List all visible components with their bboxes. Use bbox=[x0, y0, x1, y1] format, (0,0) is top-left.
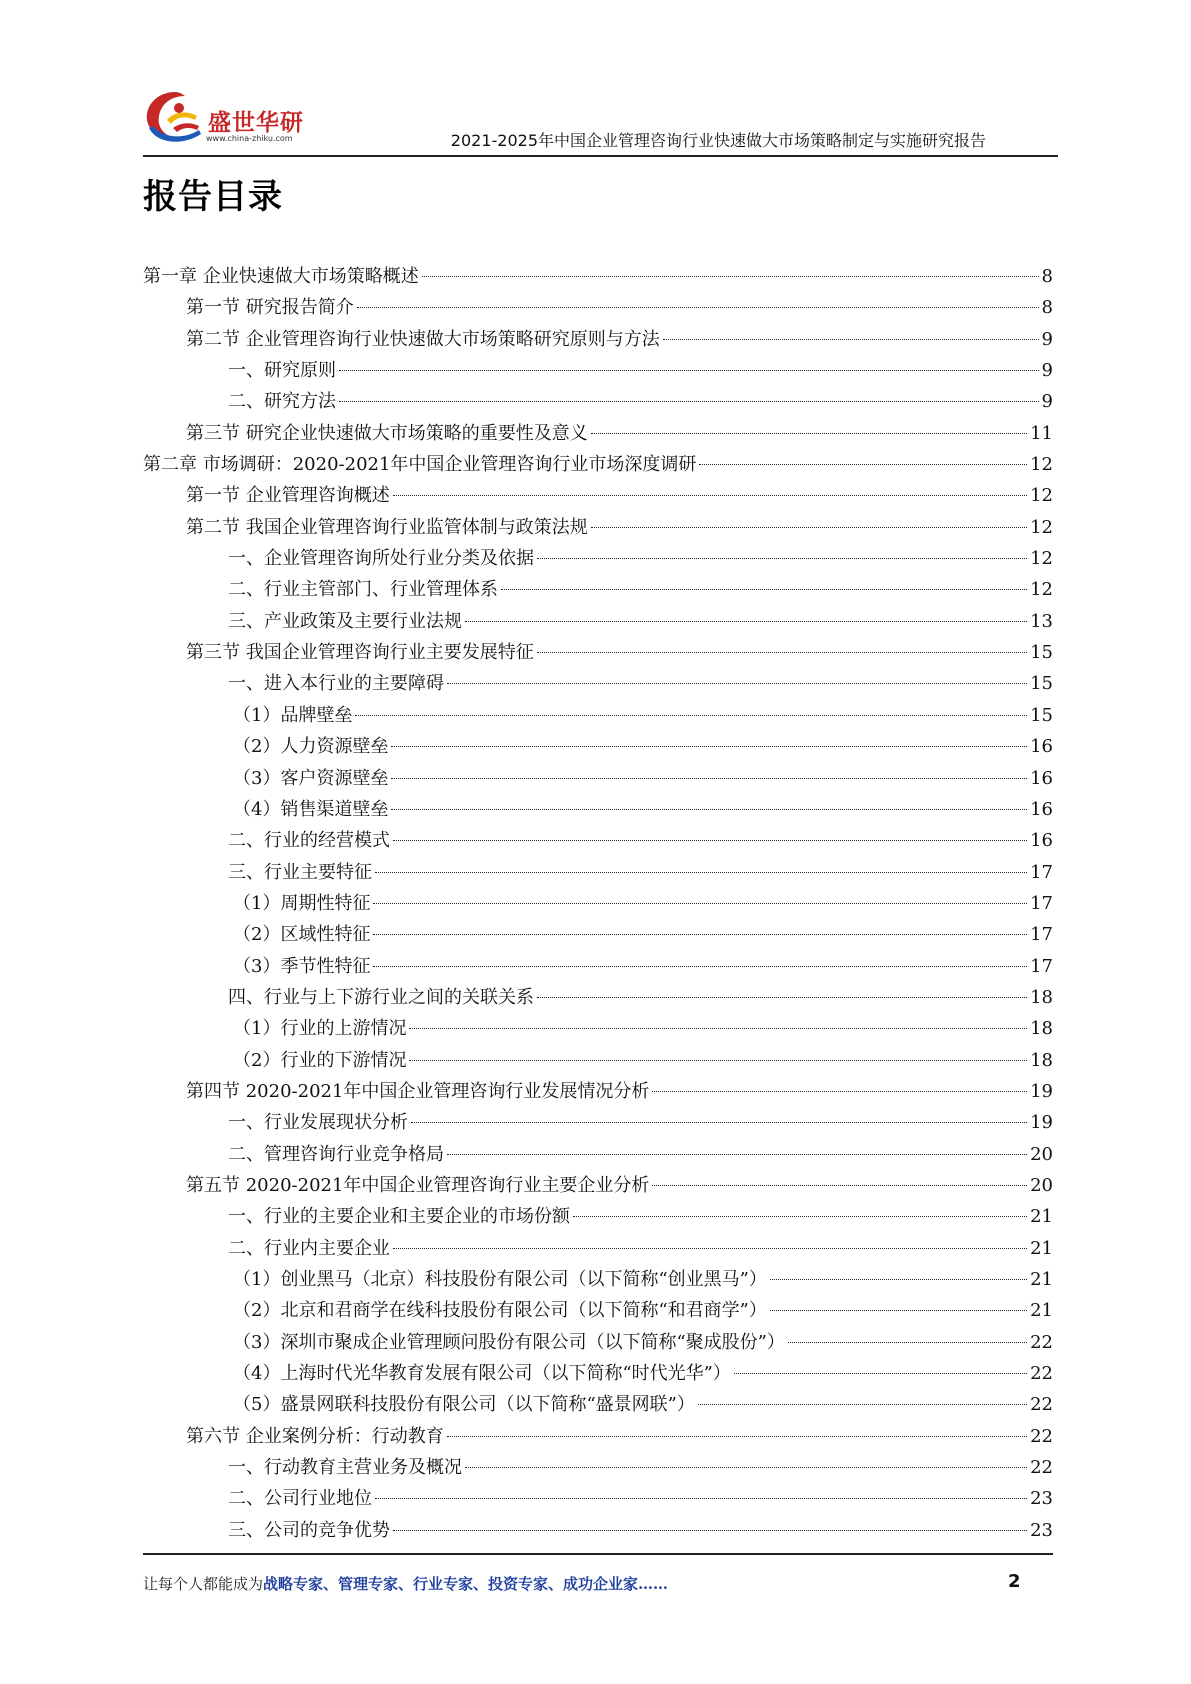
toc-entry[interactable] bbox=[143, 480, 1053, 511]
toc-entry[interactable] bbox=[143, 888, 1053, 919]
toc-entry-page: 17 bbox=[1030, 861, 1053, 883]
toc-entry[interactable] bbox=[143, 449, 1053, 480]
toc-entry-page: 15 bbox=[1030, 704, 1053, 726]
toc-leader-dots bbox=[591, 527, 1027, 528]
toc-entry-page: 21 bbox=[1030, 1206, 1053, 1228]
toc-leader-dots bbox=[699, 464, 1027, 465]
toc-entry-page: 21 bbox=[1030, 1269, 1053, 1290]
toc-entry-title: （2）北京和君商学在线科技股份有限公司（以下简称“和君商学”） bbox=[233, 1300, 767, 1322]
toc-entry-title: 第三节 研究企业快速做大市场策略的重要性及意义 bbox=[186, 422, 588, 444]
toc-entry[interactable] bbox=[143, 1515, 1053, 1546]
toc-entry-page: 19 bbox=[1030, 1112, 1053, 1134]
toc-leader-dots bbox=[501, 589, 1027, 590]
toc-leader-dots bbox=[652, 1091, 1027, 1092]
toc-leader-dots bbox=[391, 778, 1027, 779]
toc-entry-page: 18 bbox=[1030, 986, 1053, 1008]
toc-leader-dots bbox=[373, 966, 1027, 967]
toc-leader-dots bbox=[447, 1436, 1027, 1437]
toc-entry-title: 三、公司的竞争优势 bbox=[228, 1519, 390, 1541]
toc-leader-dots bbox=[537, 997, 1027, 998]
toc-entry[interactable] bbox=[143, 512, 1053, 543]
toc-entry-title: 第一节 企业管理咨询概述 bbox=[186, 485, 390, 507]
toc-entry-page: 21 bbox=[1030, 1300, 1053, 1322]
toc-entry-title: （2）人力资源壁垒 bbox=[233, 736, 389, 758]
toc-entry-page: 19 bbox=[1030, 1080, 1053, 1102]
toc-entry[interactable] bbox=[143, 386, 1053, 417]
toc-entry-title: （5）盛景网联科技股份有限公司（以下简称“盛景网联”） bbox=[233, 1394, 695, 1416]
toc-entry-page: 20 bbox=[1030, 1143, 1053, 1165]
toc-leader-dots bbox=[652, 1185, 1027, 1186]
toc-entry[interactable] bbox=[143, 982, 1053, 1013]
toc-entry[interactable] bbox=[143, 857, 1053, 888]
toc-leader-dots bbox=[788, 1342, 1027, 1343]
toc-entry-title: 二、管理咨询行业竞争格局 bbox=[228, 1143, 444, 1165]
toc-entry-title: 二、研究方法 bbox=[228, 391, 336, 413]
toc-entry[interactable] bbox=[143, 1452, 1053, 1483]
toc-entry-title: 第二节 我国企业管理咨询行业监管体制与政策法规 bbox=[186, 516, 588, 538]
toc-entry-page: 17 bbox=[1030, 892, 1053, 914]
toc-entry-title: （2）行业的下游情况 bbox=[233, 1049, 407, 1071]
toc-entry-title: （3）深圳市聚成企业管理顾问股份有限公司（以下简称“聚成股份”） bbox=[233, 1331, 785, 1353]
toc-entry[interactable] bbox=[143, 261, 1053, 292]
toc-leader-dots bbox=[770, 1279, 1027, 1280]
toc-entry-title: 第五节 2020-2021年中国企业管理咨询行业主要企业分析 bbox=[186, 1174, 650, 1196]
toc-entry-page: 22 bbox=[1030, 1425, 1053, 1447]
toc-entry-page: 22 bbox=[1030, 1457, 1053, 1479]
toc-entry-title: 第一节 研究报告简介 bbox=[186, 297, 354, 319]
toc-entry[interactable] bbox=[143, 292, 1053, 323]
toc-entry[interactable] bbox=[143, 1327, 1053, 1358]
toc-entry-title: 第四节 2020-2021年中国企业管理咨询行业发展情况分析 bbox=[186, 1080, 650, 1102]
toc-entry-page: 9 bbox=[1041, 391, 1053, 413]
toc-entry[interactable] bbox=[143, 418, 1053, 449]
toc-leader-dots bbox=[339, 401, 1039, 402]
toc-leader-dots bbox=[465, 1467, 1027, 1468]
toc-entry-page: 15 bbox=[1030, 642, 1053, 664]
toc-entry[interactable] bbox=[143, 825, 1053, 856]
toc-entry-page: 8 bbox=[1041, 266, 1053, 287]
page-title: 报告目录 bbox=[143, 177, 283, 217]
toc-leader-dots bbox=[375, 872, 1027, 873]
toc-leader-dots bbox=[698, 1404, 1027, 1405]
toc-entry-title: 第一章 企业快速做大市场策略概述 bbox=[143, 266, 419, 287]
toc-leader-dots bbox=[375, 1498, 1027, 1499]
table-of-contents bbox=[143, 261, 1053, 1546]
toc-entry-page: 12 bbox=[1030, 485, 1053, 507]
toc-leader-dots bbox=[573, 1216, 1027, 1217]
toc-entry-title: （2）区域性特征 bbox=[233, 924, 371, 946]
toc-entry[interactable] bbox=[143, 1295, 1053, 1326]
toc-entry[interactable] bbox=[143, 1389, 1053, 1420]
toc-entry[interactable] bbox=[143, 1201, 1053, 1232]
toc-entry-page: 12 bbox=[1030, 516, 1053, 538]
toc-entry-title: 一、进入本行业的主要障碍 bbox=[228, 673, 444, 695]
toc-entry-page: 23 bbox=[1030, 1519, 1053, 1541]
toc-entry-page: 17 bbox=[1030, 955, 1053, 977]
toc-entry-page: 20 bbox=[1030, 1174, 1053, 1196]
toc-entry-page: 13 bbox=[1030, 610, 1053, 632]
footer-slogan-lead: 让每个人都能成为 bbox=[143, 1575, 264, 1593]
toc-entry[interactable] bbox=[143, 919, 1053, 950]
toc-entry-page: 16 bbox=[1030, 736, 1053, 758]
toc-entry-title: 三、行业主要特征 bbox=[228, 861, 372, 883]
toc-leader-dots bbox=[409, 1028, 1027, 1029]
logo-name: 盛世华研 bbox=[208, 110, 304, 136]
toc-leader-dots bbox=[591, 433, 1027, 434]
toc-leader-dots bbox=[447, 1154, 1027, 1155]
toc-entry-page: 21 bbox=[1030, 1237, 1053, 1259]
toc-entry-title: 第二章 市场调研：2020-2021年中国企业管理咨询行业市场深度调研 bbox=[143, 454, 697, 476]
toc-entry[interactable] bbox=[143, 1076, 1053, 1107]
toc-entry-page: 22 bbox=[1030, 1394, 1053, 1416]
toc-entry-page: 8 bbox=[1041, 297, 1053, 319]
toc-entry[interactable] bbox=[143, 700, 1053, 731]
toc-entry-page: 12 bbox=[1030, 454, 1053, 476]
toc-entry[interactable] bbox=[143, 637, 1053, 668]
footer-slogan bbox=[143, 1573, 668, 1594]
toc-entry-page: 16 bbox=[1030, 767, 1053, 789]
toc-entry[interactable] bbox=[143, 1358, 1053, 1389]
footer-divider bbox=[143, 1553, 1053, 1555]
toc-leader-dots bbox=[734, 1373, 1027, 1374]
toc-entry[interactable] bbox=[143, 1139, 1053, 1170]
toc-entry[interactable] bbox=[143, 543, 1053, 574]
toc-leader-dots bbox=[391, 746, 1027, 747]
toc-entry[interactable] bbox=[143, 1170, 1053, 1201]
toc-leader-dots bbox=[393, 1248, 1027, 1249]
toc-entry-title: 第二节 企业管理咨询行业快速做大市场策略研究原则与方法 bbox=[186, 328, 660, 350]
toc-entry-page: 18 bbox=[1030, 1018, 1053, 1040]
toc-entry-title: （3）季节性特征 bbox=[233, 955, 371, 977]
toc-leader-dots bbox=[373, 903, 1027, 904]
toc-leader-dots bbox=[411, 1122, 1027, 1123]
toc-entry-title: 二、行业主管部门、行业管理体系 bbox=[228, 579, 498, 601]
toc-entry[interactable] bbox=[143, 731, 1053, 762]
toc-leader-dots bbox=[393, 840, 1027, 841]
toc-entry-page: 12 bbox=[1030, 548, 1053, 570]
toc-entry[interactable] bbox=[143, 1107, 1053, 1138]
toc-entry-page: 16 bbox=[1030, 798, 1053, 820]
toc-leader-dots bbox=[770, 1310, 1027, 1311]
toc-entry-title: 二、行业内主要企业 bbox=[228, 1237, 390, 1259]
toc-leader-dots bbox=[391, 809, 1027, 810]
toc-entry-title: 四、行业与上下游行业之间的关联关系 bbox=[228, 986, 534, 1008]
toc-entry-page: 22 bbox=[1030, 1331, 1053, 1353]
toc-leader-dots bbox=[447, 683, 1027, 684]
logo-url: www.china-zhiku.com bbox=[206, 134, 293, 143]
toc-leader-dots bbox=[357, 307, 1039, 308]
toc-entry-title: 第六节 企业案例分析：行动教育 bbox=[186, 1425, 444, 1447]
toc-entry[interactable] bbox=[143, 324, 1053, 355]
footer-slogan-highlight: 战略专家、管理专家、行业专家、投资专家、成功企业家…… bbox=[263, 1575, 669, 1593]
toc-entry-page: 9 bbox=[1041, 328, 1053, 350]
toc-entry-title: （1）创业黑马（北京）科技股份有限公司（以下简称“创业黑马”） bbox=[233, 1269, 767, 1290]
toc-entry-page: 12 bbox=[1030, 579, 1053, 601]
toc-entry-title: （1）品牌壁垒 bbox=[233, 704, 353, 726]
toc-leader-dots bbox=[537, 652, 1027, 653]
toc-entry-title: 二、行业的经营模式 bbox=[228, 830, 390, 852]
toc-entry-title: 二、公司行业地位 bbox=[228, 1488, 372, 1510]
page-header bbox=[0, 0, 1191, 160]
toc-leader-dots bbox=[465, 621, 1027, 622]
toc-entry-page: 23 bbox=[1030, 1488, 1053, 1510]
toc-entry-title: （1）行业的上游情况 bbox=[233, 1018, 407, 1040]
toc-leader-dots bbox=[409, 1060, 1027, 1061]
toc-entry-page: 22 bbox=[1030, 1363, 1053, 1385]
toc-entry-title: （3）客户资源壁垒 bbox=[233, 767, 389, 789]
toc-entry[interactable] bbox=[143, 1483, 1053, 1514]
toc-entry[interactable] bbox=[143, 951, 1053, 982]
toc-entry-title: 一、行动教育主营业务及概况 bbox=[228, 1457, 462, 1479]
toc-entry[interactable] bbox=[143, 794, 1053, 825]
toc-entry[interactable] bbox=[143, 1233, 1053, 1264]
page-number: 2 bbox=[1008, 1571, 1021, 1592]
toc-entry[interactable] bbox=[143, 606, 1053, 637]
toc-entry[interactable] bbox=[143, 1264, 1053, 1295]
toc-entry[interactable] bbox=[143, 1045, 1053, 1076]
toc-entry-title: （1）周期性特征 bbox=[233, 892, 371, 914]
toc-entry-page: 16 bbox=[1030, 830, 1053, 852]
toc-entry-title: 一、行业的主要企业和主要企业的市场份额 bbox=[228, 1206, 570, 1228]
toc-entry-page: 15 bbox=[1030, 673, 1053, 695]
toc-entry-title: （4）销售渠道壁垒 bbox=[233, 798, 389, 820]
toc-leader-dots bbox=[663, 339, 1039, 340]
toc-leader-dots bbox=[393, 495, 1027, 496]
toc-entry-title: 第三节 我国企业管理咨询行业主要发展特征 bbox=[186, 642, 534, 664]
toc-entry[interactable] bbox=[143, 1013, 1053, 1044]
toc-entry-title: （4）上海时代光华教育发展有限公司（以下简称“时代光华”） bbox=[233, 1363, 731, 1385]
toc-entry[interactable] bbox=[143, 668, 1053, 699]
toc-entry-page: 9 bbox=[1041, 360, 1053, 382]
toc-leader-dots bbox=[355, 715, 1027, 716]
toc-entry-title: 一、行业发展现状分析 bbox=[228, 1112, 408, 1134]
toc-entry-page: 11 bbox=[1030, 422, 1053, 444]
header-divider bbox=[143, 155, 1058, 157]
toc-entry[interactable] bbox=[143, 763, 1053, 794]
toc-entry-title: 一、研究原则 bbox=[228, 360, 336, 382]
report-title: 2021-2025年中国企业管理咨询行业快速做大市场策略制定与实施研究报告 bbox=[450, 131, 986, 150]
toc-entry[interactable] bbox=[143, 1421, 1053, 1452]
toc-leader-dots bbox=[373, 934, 1027, 935]
toc-leader-dots bbox=[393, 1530, 1027, 1531]
toc-entry[interactable] bbox=[143, 574, 1053, 605]
toc-entry[interactable] bbox=[143, 355, 1053, 386]
toc-entry-page: 17 bbox=[1030, 924, 1053, 946]
toc-entry-title: 三、产业政策及主要行业法规 bbox=[228, 610, 462, 632]
toc-entry-page: 18 bbox=[1030, 1049, 1053, 1071]
toc-leader-dots bbox=[537, 558, 1027, 559]
toc-leader-dots bbox=[422, 276, 1039, 277]
toc-entry-title: 一、企业管理咨询所处行业分类及依据 bbox=[228, 548, 534, 570]
toc-leader-dots bbox=[339, 370, 1039, 371]
